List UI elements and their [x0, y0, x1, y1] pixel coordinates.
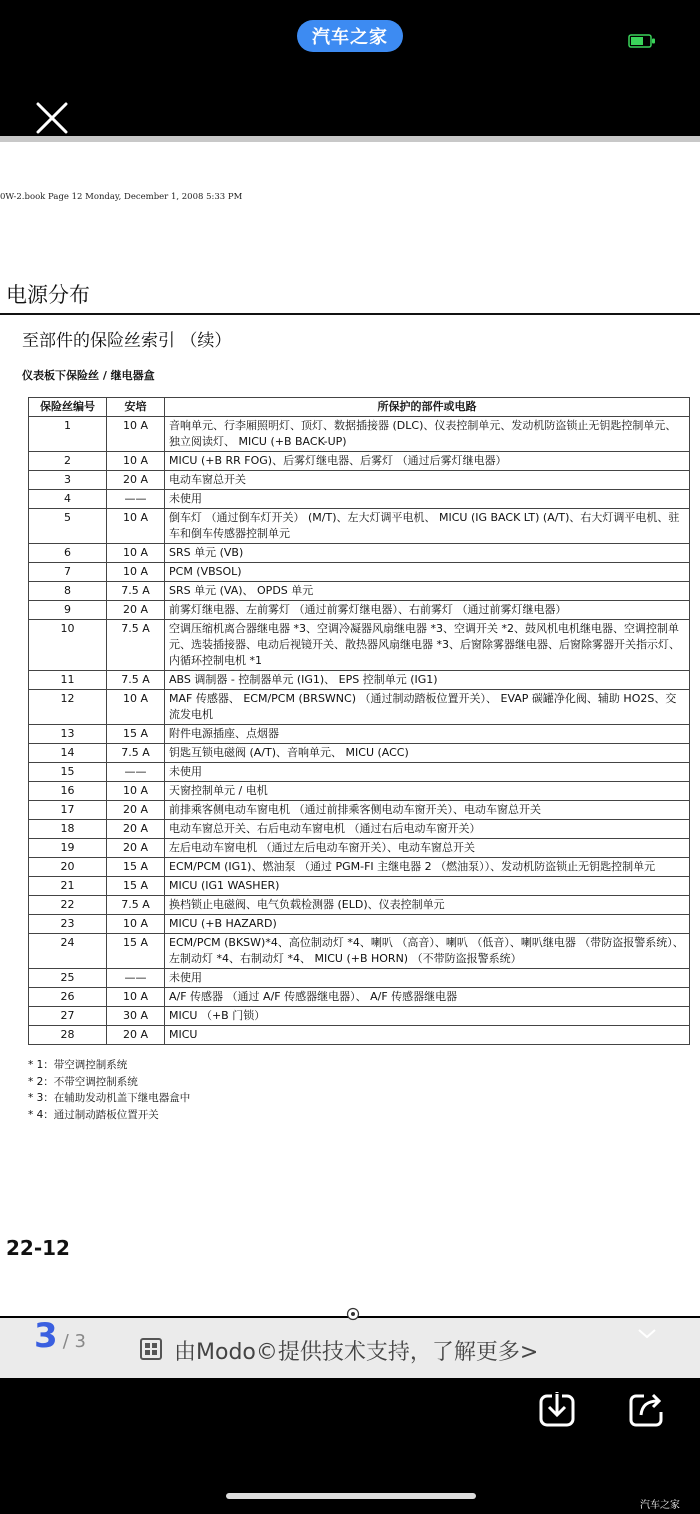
- fuse-ampere: ——: [107, 969, 165, 988]
- fuse-number: 7: [29, 563, 107, 582]
- fuse-number: 18: [29, 820, 107, 839]
- fuse-number: 11: [29, 671, 107, 690]
- modo-logo-icon: [140, 1338, 162, 1360]
- fuse-circuit: MICU (+B HAZARD): [165, 915, 690, 934]
- fuse-number: 6: [29, 544, 107, 563]
- fuse-circuit: 电动车窗总开关: [165, 471, 690, 490]
- fuse-number: 12: [29, 690, 107, 725]
- fuse-number: 19: [29, 839, 107, 858]
- fuse-ampere: 10 A: [107, 509, 165, 544]
- fuse-ampere: 10 A: [107, 452, 165, 471]
- table-row: [29, 969, 690, 988]
- fuse-number: 4: [29, 490, 107, 509]
- table-row: [29, 782, 690, 801]
- page-number: 22-12: [6, 1236, 70, 1260]
- footnote: * 2：不带空调控制系统: [28, 1075, 138, 1088]
- fuse-ampere: 7.5 A: [107, 896, 165, 915]
- fuse-ampere: 7.5 A: [107, 744, 165, 763]
- home-indicator[interactable]: [226, 1493, 476, 1499]
- fuse-number: 17: [29, 801, 107, 820]
- download-icon[interactable]: [538, 1390, 576, 1428]
- footnote: * 1：带空调控制系统: [28, 1059, 128, 1071]
- fuse-circuit: 钥匙互锁电磁阀 (A/T)、音响单元、 MICU (ACC): [165, 744, 690, 763]
- table-row: [29, 820, 690, 839]
- fuse-table-body: [29, 417, 690, 1045]
- fuse-ampere: 20 A: [107, 1026, 165, 1045]
- subsection-title: 至部件的保险丝索引 （续）: [22, 331, 232, 351]
- fuse-circuit: SRS 单元 (VB): [165, 544, 690, 563]
- header-ampere: 安培: [107, 398, 165, 417]
- fuse-number: 14: [29, 744, 107, 763]
- fuse-circuit: 前排乘客侧电动车窗电机 （通过前排乘客侧电动车窗开关）、电动车窗总开关: [165, 801, 690, 820]
- fuse-number: 27: [29, 1007, 107, 1026]
- brand-badge: 汽车之家: [297, 20, 403, 52]
- fuse-circuit: ECM/PCM (IG1)、燃油泵 （通过 PGM-FI 主继电器 2 （燃油泵））、发动机防盗锁止无钥匙控制单元: [165, 858, 690, 877]
- fuse-number: 13: [29, 725, 107, 744]
- fuse-circuit: 未使用: [165, 969, 690, 988]
- fuse-ampere: 20 A: [107, 801, 165, 820]
- fuse-circuit: 天窗控制单元 / 电机: [165, 782, 690, 801]
- fuse-ampere: 30 A: [107, 1007, 165, 1026]
- close-icon[interactable]: [34, 100, 70, 136]
- share-icon[interactable]: [628, 1390, 666, 1428]
- fuse-number: 15: [29, 763, 107, 782]
- fuse-ampere: 10 A: [107, 417, 165, 452]
- current-page: 3: [34, 1316, 58, 1356]
- fuse-number: 8: [29, 582, 107, 601]
- fuse-ampere: 15 A: [107, 934, 165, 969]
- fuse-circuit: 左后电动车窗电机 （通过左后电动车窗开关）、电动车窗总开关: [165, 839, 690, 858]
- section-divider: [0, 313, 700, 315]
- fuse-number: 3: [29, 471, 107, 490]
- section-title: 电源分布: [6, 283, 90, 307]
- fuse-ampere: ——: [107, 490, 165, 509]
- fuse-ampere: 20 A: [107, 471, 165, 490]
- table-row: [29, 452, 690, 471]
- fuse-ampere: 7.5 A: [107, 582, 165, 601]
- fuse-circuit: ABS 调制器 - 控制器单元 (IG1)、 EPS 控制单元 (IG1): [165, 671, 690, 690]
- page-top-edge: [0, 136, 700, 142]
- table-row: [29, 509, 690, 544]
- fuse-number: 2: [29, 452, 107, 471]
- book-header: 0W-2.book Page 12 Monday, December 1, 2008 5:33 PM: [0, 192, 243, 202]
- fuse-ampere: 10 A: [107, 690, 165, 725]
- table-row: [29, 934, 690, 969]
- fuse-circuit: 电动车窗总开关、右后电动车窗电机 （通过右后电动车窗开关）: [165, 820, 690, 839]
- table-row: [29, 839, 690, 858]
- fuse-circuit: MICU （+B 门锁）: [165, 1007, 690, 1026]
- fuse-number: 5: [29, 509, 107, 544]
- fuse-number: 10: [29, 620, 107, 671]
- fuse-circuit: MAF 传感器、 ECM/PCM (BRSWNC) （通过制动踏板位置开关）、 EVAP 碳罐净化阀、辅助 HO2S、交流发电机: [165, 690, 690, 725]
- fuse-number: 20: [29, 858, 107, 877]
- fuse-ampere: 10 A: [107, 544, 165, 563]
- table-row: [29, 725, 690, 744]
- chevron-down-icon[interactable]: [636, 1322, 658, 1344]
- fuse-number: 23: [29, 915, 107, 934]
- fuse-circuit: 倒车灯 （通过倒车灯开关） (M/T)、左大灯调平电机、 MICU (IG BACK LT) (A/T)、右大灯调平电机、驻车和倒车传感器控制单元: [165, 509, 690, 544]
- table-row: [29, 417, 690, 452]
- fuse-circuit: SRS 单元 (VA)、 OPDS 单元: [165, 582, 690, 601]
- fuse-circuit: ECM/PCM (BKSW)*4、高位制动灯 *4、喇叭 （高音）、喇叭 （低音）、喇叭继电器 （带防盗报警系统）、左制动灯 *4、右制动灯 *4、 MICU (+B HORN) （不带防盗报警系统）: [165, 934, 690, 969]
- header-protected-circuit: 所保护的部件或电路: [165, 398, 690, 417]
- table-row: [29, 490, 690, 509]
- table-row: [29, 544, 690, 563]
- scroll-marker-icon: [346, 1307, 360, 1321]
- page-indicator: [34, 1316, 86, 1356]
- table-header-row: [29, 398, 690, 417]
- header-fuse-number: 保险丝编号: [29, 398, 107, 417]
- footnote: * 4：通过制动踏板位置开关: [28, 1108, 159, 1121]
- fuse-ampere: 10 A: [107, 563, 165, 582]
- table-row: [29, 858, 690, 877]
- fuse-ampere: 7.5 A: [107, 671, 165, 690]
- table-row: [29, 1007, 690, 1026]
- battery-icon: [628, 34, 656, 48]
- fuse-circuit: PCM (VBSOL): [165, 563, 690, 582]
- fuse-number: 25: [29, 969, 107, 988]
- fuse-table: [28, 397, 690, 1045]
- fuse-ampere: 7.5 A: [107, 620, 165, 671]
- fuse-ampere: 10 A: [107, 988, 165, 1007]
- table-row: [29, 896, 690, 915]
- fuse-ampere: 10 A: [107, 915, 165, 934]
- fuse-ampere: 15 A: [107, 877, 165, 896]
- footnote: * 3：在辅助发动机盖下继电器盒中: [28, 1092, 191, 1104]
- document-page[interactable]: [0, 136, 700, 1316]
- table-row: [29, 582, 690, 601]
- fuse-circuit: 音响单元、行李厢照明灯、顶灯、数据插接器 (DLC)、仪表控制单元、发动机防盗锁止无钥匙控制单元、独立阅读灯、 MICU (+B BACK-UP): [165, 417, 690, 452]
- fuse-number: 28: [29, 1026, 107, 1045]
- fuse-ampere: 20 A: [107, 820, 165, 839]
- fuse-circuit: 前雾灯继电器、左前雾灯 （通过前雾灯继电器）、右前雾灯 （通过前雾灯继电器）: [165, 601, 690, 620]
- fuse-number: 1: [29, 417, 107, 452]
- fuse-ampere: ——: [107, 763, 165, 782]
- table-row: [29, 620, 690, 671]
- table-row: [29, 915, 690, 934]
- table-row: [29, 671, 690, 690]
- fuse-ampere: 10 A: [107, 782, 165, 801]
- table-row: [29, 763, 690, 782]
- fuse-circuit: MICU (IG1 WASHER): [165, 877, 690, 896]
- fuse-circuit: MICU: [165, 1026, 690, 1045]
- total-pages: / 3: [62, 1331, 87, 1352]
- table-row: [29, 877, 690, 896]
- fuse-ampere: 15 A: [107, 858, 165, 877]
- fuse-ampere: 15 A: [107, 725, 165, 744]
- fuse-circuit: 换档锁止电磁阀、电气负载检测器 (ELD)、仪表控制单元: [165, 896, 690, 915]
- fuse-circuit: 空调压缩机离合器继电器 *3、空调冷凝器风扇继电器 *3、空调开关 *2、鼓风机电机继电器、空调控制单元、选装插接器、电动后视镜开关、散热器风扇继电器 *3、后窗除雾器继电器、后窗除雾器开关指示灯、内循环控制电机 *1: [165, 620, 690, 671]
- fuse-circuit: 未使用: [165, 490, 690, 509]
- fuse-ampere: 20 A: [107, 601, 165, 620]
- fuse-box-title: 仪表板下保险丝 / 继电器盒: [22, 369, 155, 382]
- table-row: [29, 744, 690, 763]
- table-row: [29, 601, 690, 620]
- fuse-number: 24: [29, 934, 107, 969]
- watermark: 汽车之家: [640, 1500, 680, 1511]
- table-row: [29, 690, 690, 725]
- fuse-number: 16: [29, 782, 107, 801]
- table-row: [29, 1026, 690, 1045]
- table-row: [29, 471, 690, 490]
- footnotes: [28, 1057, 190, 1123]
- fuse-circuit: 未使用: [165, 763, 690, 782]
- fuse-number: 21: [29, 877, 107, 896]
- fuse-circuit: 附件电源插座、点烟器: [165, 725, 690, 744]
- fuse-number: 26: [29, 988, 107, 1007]
- table-row: [29, 801, 690, 820]
- fuse-number: 22: [29, 896, 107, 915]
- modo-link[interactable]: 由Modo©提供技术支持，了解更多>: [174, 1340, 539, 1365]
- table-row: [29, 563, 690, 582]
- fuse-ampere: 20 A: [107, 839, 165, 858]
- fuse-circuit: MICU (+B RR FOG)、后雾灯继电器、后雾灯 （通过后雾灯继电器）: [165, 452, 690, 471]
- fuse-circuit: A/F 传感器 （通过 A/F 传感器继电器）、 A/F 传感器继电器: [165, 988, 690, 1007]
- fuse-number: 9: [29, 601, 107, 620]
- table-row: [29, 988, 690, 1007]
